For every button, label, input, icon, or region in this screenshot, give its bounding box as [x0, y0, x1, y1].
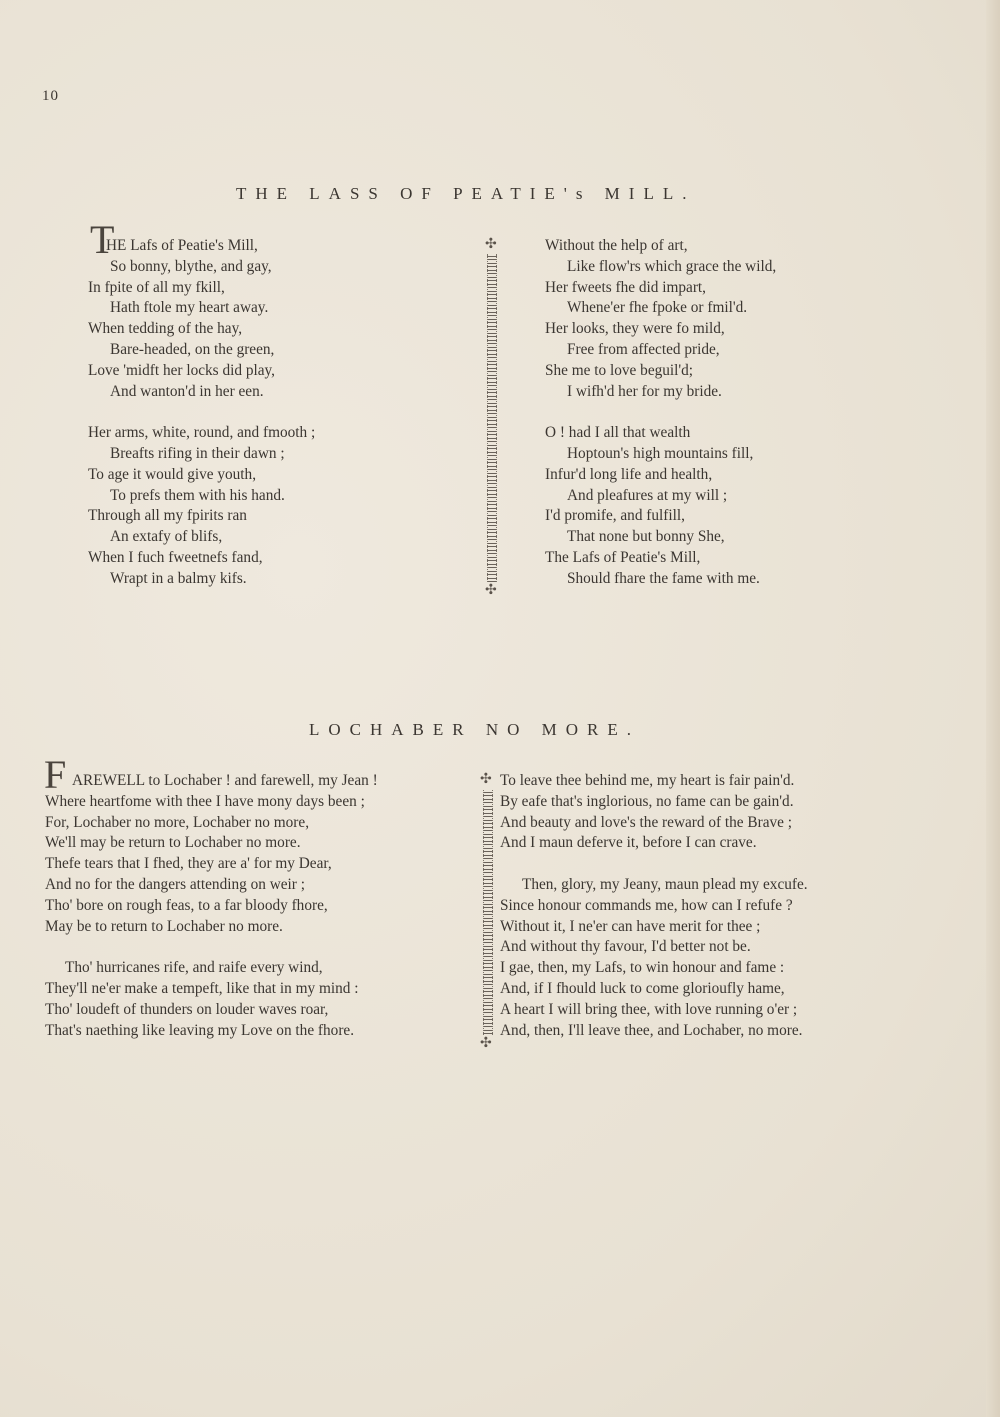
ornamental-divider	[487, 254, 497, 582]
verse-line: And without thy favour, I'd better not be.	[500, 938, 751, 956]
ornament-bottom-icon: ✣	[485, 583, 497, 598]
verse-line: A heart I will bring thee, with love running o'er ;	[500, 1000, 798, 1018]
ornament-top-icon: ✣	[480, 772, 492, 787]
verse-line: Where heartfome with thee I have mony days been ;	[45, 792, 365, 810]
verse-line: They'll ne'er make a tempeft, like that in my mind :	[45, 979, 359, 997]
poem-left-column	[45, 771, 378, 1041]
verse-line: And wanton'd in her een.	[110, 382, 264, 400]
ornamental-divider	[483, 790, 493, 1035]
stanza-break	[45, 937, 378, 958]
verse-line: By eafe that's inglorious, no fame can be gain'd.	[500, 792, 794, 810]
verse-line: In fpite of all my fkill,	[88, 278, 225, 296]
verse-line: AREWELL to Lochaber ! and farewell, my Jean !	[72, 772, 378, 789]
verse-line: Her arms, white, round, and fmooth ;	[88, 424, 316, 442]
ornament-top-icon: ✣	[485, 237, 497, 252]
verse-line: And, then, I'll leave thee, and Lochaber, no more.	[500, 1021, 803, 1039]
verse-line: Bare-headed, on the green,	[110, 340, 275, 358]
verse-line: When I fuch fweetnefs fand,	[88, 548, 263, 566]
verse-line: Love 'midft her locks did play,	[88, 361, 275, 379]
verse-line: Without it, I ne'er can have merit for thee ;	[500, 917, 761, 935]
verse-line: O ! had I all that wealth	[545, 424, 691, 442]
verse-line: Tho' bore on rough feas, to a far bloody fhore,	[45, 896, 328, 914]
verse-line: The Lafs of Peatie's Mill,	[545, 548, 701, 566]
verse-line: She me to love beguil'd;	[545, 361, 694, 379]
verse-line: So bonny, blythe, and gay,	[110, 257, 272, 275]
verse-line: To prefs them with his hand.	[110, 486, 285, 504]
poem-right-column	[500, 771, 808, 1041]
verse-line: And I maun deferve it, before I can crave.	[500, 834, 757, 852]
verse-line: That none but bonny She,	[567, 528, 725, 546]
verse-line: When tedding of the hay,	[88, 320, 243, 338]
verse-line: I wifh'd her for my bride.	[567, 382, 722, 400]
verse-line: Tho' loudeft of thunders on louder waves roar,	[45, 1000, 329, 1018]
verse-line: And no for the dangers attending on weir ;	[45, 875, 305, 893]
poem-title-lass-of-peaties-mill: THE LASS OF PEATIE's MILL.	[236, 184, 696, 203]
verse-line: Her fweets fhe did impart,	[545, 278, 706, 296]
verse-line: And pleafures at my will ;	[567, 486, 728, 504]
verse-line: Like flow'rs which grace the wild,	[567, 257, 777, 275]
verse-line: Hoptoun's high mountains fill,	[567, 444, 754, 462]
verse-line: We'll may be return to Lochaber no more.	[45, 834, 301, 852]
verse-line: Free from affected pride,	[567, 340, 720, 358]
verse-line: That's naething like leaving my Love on the fhore.	[45, 1021, 355, 1039]
stanza-break	[88, 402, 315, 423]
verse-line: HE Lafs of Peatie's Mill,	[106, 237, 258, 254]
verse-line: Should fhare the fame with me.	[567, 569, 760, 587]
verse-line: Thefe tears that I fhed, they are a' for my Dear,	[45, 855, 332, 873]
verse-line: Through all my fpirits ran	[88, 507, 247, 525]
verse-line: Since honour commands me, how can I refufe ?	[500, 896, 793, 914]
poem-left-column	[88, 236, 316, 590]
verse-line: To leave thee behind me, my heart is fair pain'd.	[500, 772, 795, 789]
verse-line: Infur'd long life and health,	[545, 465, 713, 483]
ornament-bottom-icon: ✣	[480, 1036, 492, 1051]
stanza-break	[545, 402, 776, 423]
page-edge	[986, 0, 1000, 1417]
verse-line: Her looks, they were fo mild,	[545, 320, 725, 338]
verse-line: And beauty and love's the reward of the Brave ;	[500, 813, 793, 831]
poem-title-lochaber-no-more: LOCHABER NO MORE.	[309, 720, 641, 739]
poem-right-column	[545, 236, 776, 590]
stanza-break	[500, 854, 808, 875]
verse-line: Tho' hurricanes rife, and raife every wind,	[65, 959, 323, 977]
verse-line: Wrapt in a balmy kifs.	[110, 569, 247, 587]
page-number: 10	[42, 88, 59, 104]
verse-line: For, Lochaber no more, Lochaber no more,	[45, 813, 310, 831]
verse-line: To age it would give youth,	[88, 465, 257, 483]
drop-cap: T	[90, 217, 115, 262]
verse-line: Without the help of art,	[545, 237, 688, 254]
verse-line: An extafy of blifs,	[110, 528, 223, 546]
drop-cap: F	[44, 752, 67, 797]
verse-line: I'd promife, and fulfill,	[545, 507, 685, 525]
verse-line: Then, glory, my Jeany, maun plead my excufe.	[522, 875, 808, 893]
verse-line: May be to return to Lochaber no more.	[45, 917, 283, 935]
verse-line: Whene'er fhe fpoke or fmil'd.	[567, 299, 748, 317]
verse-line: And, if I fhould luck to come glorioufly hame,	[500, 979, 785, 997]
verse-line: I gae, then, my Lafs, to win honour and fame :	[500, 959, 785, 977]
verse-line: Breafts rifing in their dawn ;	[110, 444, 285, 462]
verse-line: Hath ftole my heart away.	[110, 299, 269, 317]
